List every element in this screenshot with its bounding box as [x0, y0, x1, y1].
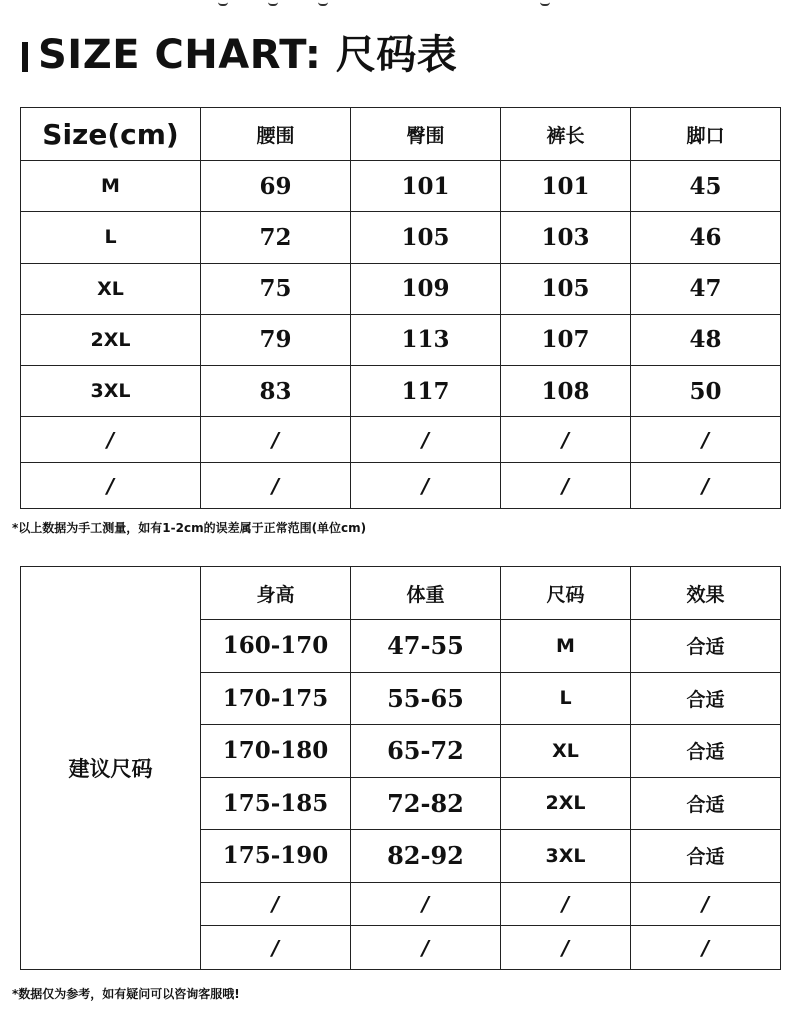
length-cell: /	[501, 417, 631, 463]
measurement-note: *以上数据为手工测量，如有1-2cm的误差属于正常范围(单位cm)	[12, 521, 367, 535]
size-cell: M	[21, 161, 201, 212]
length-cell: 105	[501, 263, 631, 314]
size-cell: /	[501, 882, 631, 926]
size-cell: 2XL	[21, 314, 201, 365]
fit-cell: /	[631, 882, 781, 926]
hip-cell: 113	[351, 314, 501, 365]
fit-cell: 合适	[631, 620, 781, 673]
reference-note: *数据仅为参考，如有疑问可以咨询客服哦!	[12, 987, 240, 1001]
size-chart-table	[20, 107, 781, 509]
header-weight: 体重	[351, 567, 501, 620]
length-cell: 107	[501, 314, 631, 365]
header-size: 尺码	[501, 567, 631, 620]
hem-cell: /	[631, 463, 781, 509]
weight-cell: 72-82	[351, 777, 501, 830]
header-hem: 脚口	[631, 108, 781, 161]
size-cell: /	[501, 926, 631, 970]
waist-cell: 72	[201, 212, 351, 263]
height-cell: 170-180	[201, 725, 351, 778]
header-fit: 效果	[631, 567, 781, 620]
table-row	[21, 417, 781, 463]
fit-cell: /	[631, 926, 781, 970]
title-accent-bar	[22, 42, 28, 72]
recommended-header-row	[21, 567, 781, 620]
header-waist: 腰围	[201, 108, 351, 161]
fit-cell: 合适	[631, 672, 781, 725]
recommended-size-table	[20, 566, 781, 970]
fit-cell: 合适	[631, 777, 781, 830]
waist-cell: 83	[201, 366, 351, 417]
size-cell: /	[21, 417, 201, 463]
table-row	[21, 212, 781, 263]
height-cell: 170-175	[201, 672, 351, 725]
hem-cell: 47	[631, 263, 781, 314]
fit-cell: 合适	[631, 830, 781, 883]
size-cell: L	[501, 672, 631, 725]
hip-cell: 105	[351, 212, 501, 263]
weight-cell: 65-72	[351, 725, 501, 778]
table-row	[21, 463, 781, 509]
size-cell: 2XL	[501, 777, 631, 830]
weight-cell: 47-55	[351, 620, 501, 673]
waist-cell: 69	[201, 161, 351, 212]
page-title: SIZE CHART: 尺码表	[38, 32, 458, 78]
hem-cell: 45	[631, 161, 781, 212]
length-cell: 108	[501, 366, 631, 417]
waist-cell: /	[201, 463, 351, 509]
hem-cell: /	[631, 417, 781, 463]
height-cell: /	[201, 882, 351, 926]
weight-cell: /	[351, 882, 501, 926]
size-chart-header-row	[21, 108, 781, 161]
waist-cell: 79	[201, 314, 351, 365]
cropped-previous-content	[0, 0, 800, 8]
hip-cell: /	[351, 463, 501, 509]
height-cell: 175-190	[201, 830, 351, 883]
recommended-size-label: 建议尺码	[21, 567, 201, 970]
hip-cell: 101	[351, 161, 501, 212]
table-row	[21, 263, 781, 314]
hem-cell: 46	[631, 212, 781, 263]
length-cell: /	[501, 463, 631, 509]
height-cell: 160-170	[201, 620, 351, 673]
size-cell: 3XL	[21, 366, 201, 417]
fit-cell: 合适	[631, 725, 781, 778]
header-height: 身高	[201, 567, 351, 620]
size-cell: 3XL	[501, 830, 631, 883]
hip-cell: 109	[351, 263, 501, 314]
table-row	[21, 366, 781, 417]
weight-cell: /	[351, 926, 501, 970]
length-cell: 101	[501, 161, 631, 212]
weight-cell: 55-65	[351, 672, 501, 725]
height-cell: /	[201, 926, 351, 970]
hem-cell: 48	[631, 314, 781, 365]
table-row	[21, 314, 781, 365]
length-cell: 103	[501, 212, 631, 263]
size-cell: XL	[21, 263, 201, 314]
weight-cell: 82-92	[351, 830, 501, 883]
height-cell: 175-185	[201, 777, 351, 830]
hip-cell: 117	[351, 366, 501, 417]
waist-cell: 75	[201, 263, 351, 314]
waist-cell: /	[201, 417, 351, 463]
header-size: Size(cm)	[21, 108, 201, 161]
header-hip: 臀围	[351, 108, 501, 161]
size-cell: /	[21, 463, 201, 509]
size-cell: L	[21, 212, 201, 263]
hip-cell: /	[351, 417, 501, 463]
size-cell: M	[501, 620, 631, 673]
hem-cell: 50	[631, 366, 781, 417]
table-row	[21, 161, 781, 212]
header-length: 裤长	[501, 108, 631, 161]
size-cell: XL	[501, 725, 631, 778]
